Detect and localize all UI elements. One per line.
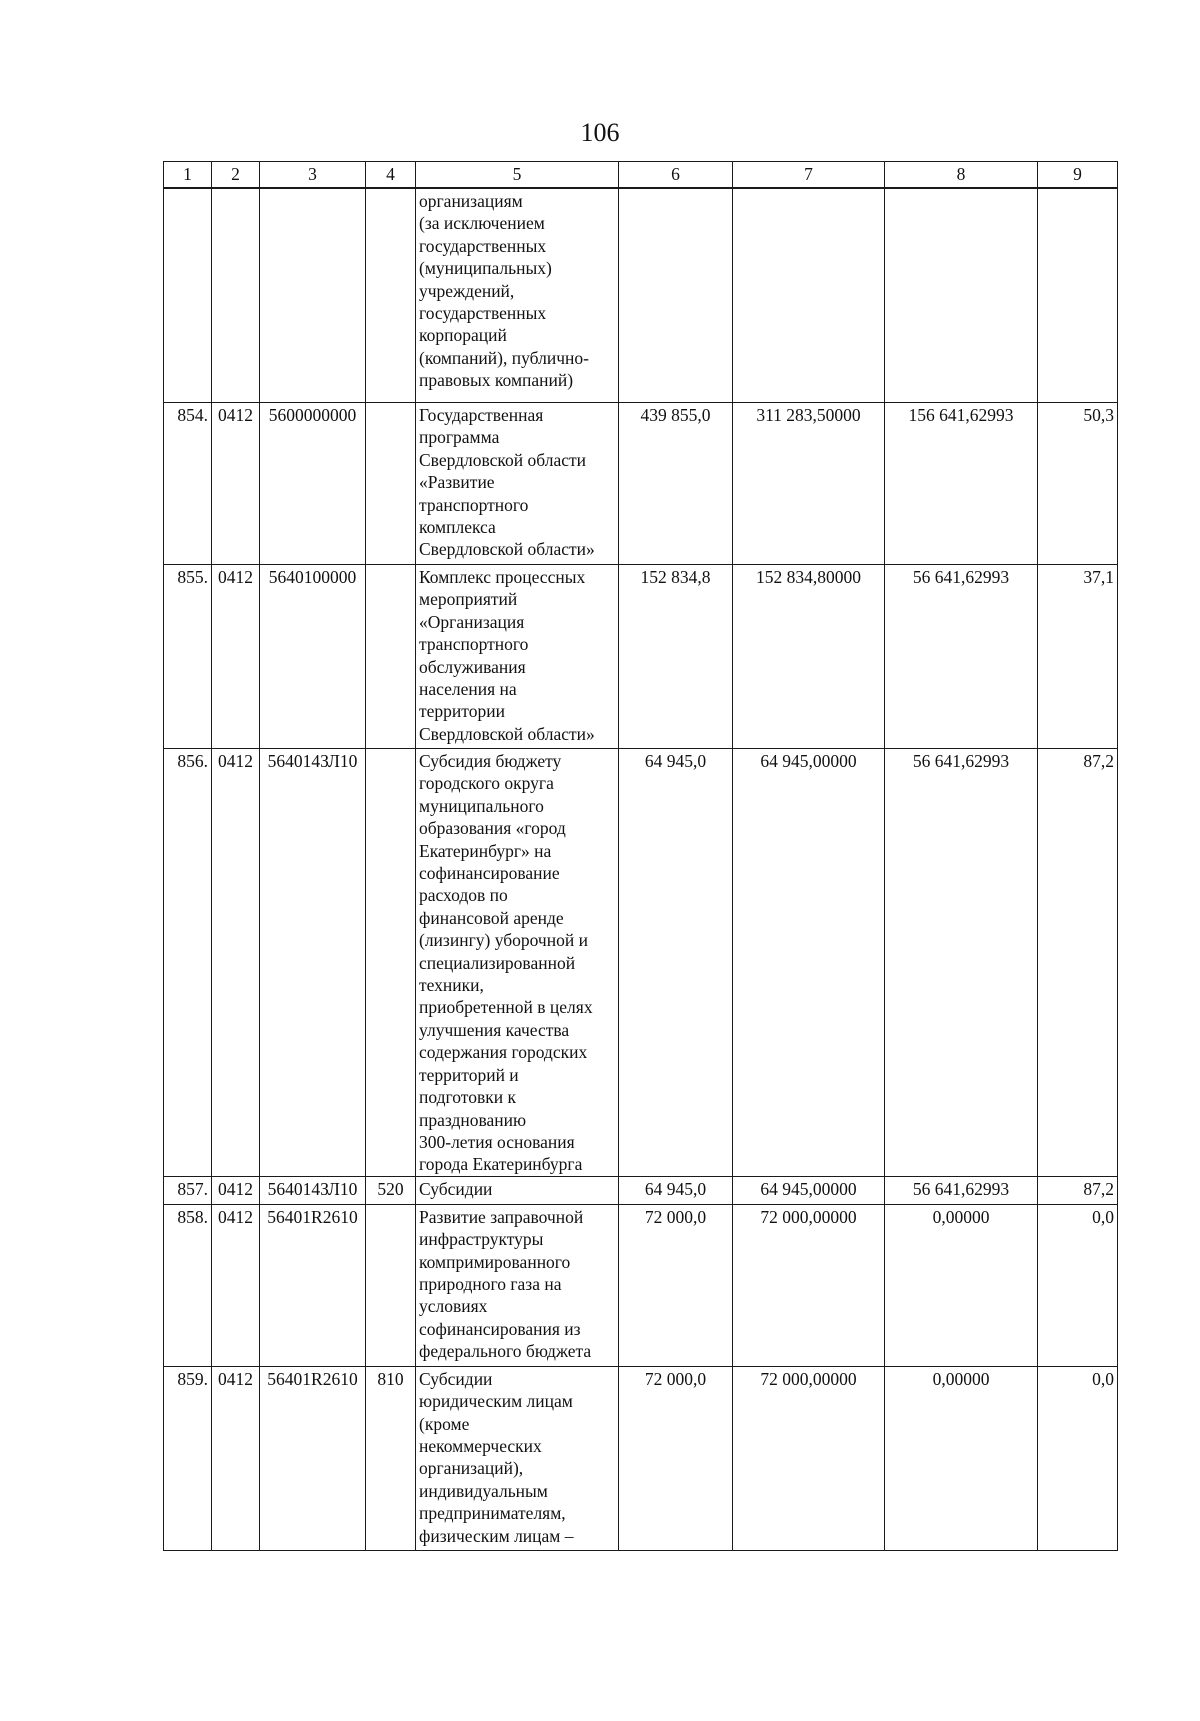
column-header: 3 [260, 162, 366, 189]
plan-cell: 64 945,0 [619, 749, 733, 1177]
table-row [164, 749, 1118, 1177]
target-code-cell: 5600000000 [260, 403, 366, 565]
approved-cell: 64 945,00000 [733, 1176, 885, 1204]
budget-table [163, 161, 1118, 1551]
expense-type-cell [366, 1204, 416, 1366]
plan-cell: 439 855,0 [619, 403, 733, 565]
table-row [164, 1176, 1118, 1204]
column-header: 6 [619, 162, 733, 189]
name-cell: Комплекс процессных мероприятий «Организация транспортного обслуживания населения на территории Свердловской области» [416, 565, 619, 749]
target-code-cell: 56401R2610 [260, 1366, 366, 1550]
column-header: 9 [1038, 162, 1118, 189]
approved-cell: 152 834,80000 [733, 565, 885, 749]
section-code-cell: 0412 [212, 1366, 260, 1550]
plan-cell: 64 945,0 [619, 1176, 733, 1204]
table-row [164, 1204, 1118, 1366]
page-number: 106 [580, 118, 620, 147]
section-code-cell [212, 188, 260, 403]
expense-type-cell [366, 188, 416, 403]
target-code-cell: 564014ЗЛ10 [260, 749, 366, 1177]
row-number-cell: 855. [164, 565, 212, 749]
target-code-cell: 564014ЗЛ10 [260, 1176, 366, 1204]
executed-cell [885, 188, 1038, 403]
row-number-cell: 856. [164, 749, 212, 1177]
plan-cell: 72 000,0 [619, 1204, 733, 1366]
column-header: 5 [416, 162, 619, 189]
executed-cell: 0,00000 [885, 1204, 1038, 1366]
plan-cell [619, 188, 733, 403]
approved-cell: 72 000,00000 [733, 1204, 885, 1366]
percent-cell: 0,0 [1038, 1366, 1118, 1550]
section-code-cell: 0412 [212, 565, 260, 749]
name-cell: Субсидии юридическим лицам (кроме некоммерческих организаций), индивидуальным предпринимателям, физическим лицам – [416, 1366, 619, 1550]
percent-cell: 37,1 [1038, 565, 1118, 749]
expense-type-cell [366, 565, 416, 749]
column-header: 7 [733, 162, 885, 189]
approved-cell: 311 283,50000 [733, 403, 885, 565]
row-number-cell: 858. [164, 1204, 212, 1366]
name-cell: Субсидия бюджету городского округа муниципального образования «город Екатеринбург» на софинансирование расходов по финансовой аренде (лизингу) уборочной и специализированной техники, приобретенной в целях улучшения качества содержания городских территорий и подготовки к празднованию 300-летия основания города Екатеринбурга [416, 749, 619, 1177]
percent-cell: 0,0 [1038, 1204, 1118, 1366]
column-header: 4 [366, 162, 416, 189]
row-number-cell: 859. [164, 1366, 212, 1550]
column-header: 2 [212, 162, 260, 189]
name-cell: Развитие заправочной инфраструктуры компримированного природного газа на условиях софинансирования из федерального бюджета [416, 1204, 619, 1366]
approved-cell [733, 188, 885, 403]
approved-cell: 72 000,00000 [733, 1366, 885, 1550]
executed-cell: 56 641,62993 [885, 565, 1038, 749]
table-row [164, 565, 1118, 749]
plan-cell: 72 000,0 [619, 1366, 733, 1550]
table-row [164, 403, 1118, 565]
percent-cell [1038, 188, 1118, 403]
executed-cell: 56 641,62993 [885, 749, 1038, 1177]
executed-cell: 56 641,62993 [885, 1176, 1038, 1204]
row-number-cell: 857. [164, 1176, 212, 1204]
target-code-cell: 5640100000 [260, 565, 366, 749]
executed-cell: 156 641,62993 [885, 403, 1038, 565]
column-header: 8 [885, 162, 1038, 189]
row-number-cell: 854. [164, 403, 212, 565]
expense-type-cell [366, 403, 416, 565]
plan-cell: 152 834,8 [619, 565, 733, 749]
percent-cell: 50,3 [1038, 403, 1118, 565]
section-code-cell: 0412 [212, 1204, 260, 1366]
section-code-cell: 0412 [212, 1176, 260, 1204]
name-cell: Государственная программа Свердловской области «Развитие транспортного комплекса Свердловской области» [416, 403, 619, 565]
table-row [164, 188, 1118, 403]
percent-cell: 87,2 [1038, 1176, 1118, 1204]
section-code-cell: 0412 [212, 403, 260, 565]
target-code-cell: 56401R2610 [260, 1204, 366, 1366]
target-code-cell [260, 188, 366, 403]
name-cell: Субсидии [416, 1176, 619, 1204]
row-number-cell [164, 188, 212, 403]
expense-type-cell [366, 749, 416, 1177]
header-row [164, 162, 1118, 189]
expense-type-cell: 810 [366, 1366, 416, 1550]
executed-cell: 0,00000 [885, 1366, 1038, 1550]
table-row [164, 1366, 1118, 1550]
section-code-cell: 0412 [212, 749, 260, 1177]
approved-cell: 64 945,00000 [733, 749, 885, 1177]
expense-type-cell: 520 [366, 1176, 416, 1204]
percent-cell: 87,2 [1038, 749, 1118, 1177]
column-header: 1 [164, 162, 212, 189]
name-cell: организациям (за исключением государственных (муниципальных) учреждений, государственных корпораций (компаний), публично- правовых компаний) [416, 188, 619, 403]
